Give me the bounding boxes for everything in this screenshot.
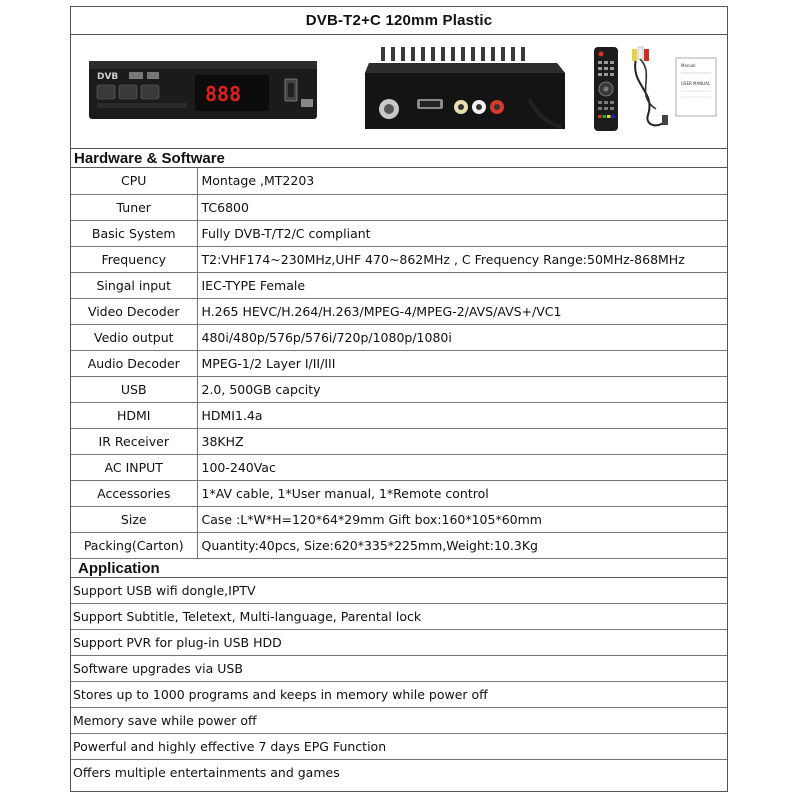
spec-label: Size (71, 506, 197, 532)
spec-value: H.265 HEVC/H.264/H.263/MPEG-4/MPEG-2/AVS/AVS+/VC1 (197, 298, 727, 324)
spec-row (71, 480, 727, 506)
spec-row (71, 506, 727, 532)
spec-label: IR Receiver (71, 428, 197, 454)
application-list (71, 578, 727, 786)
spec-value: 100-240Vac (197, 454, 727, 480)
spec-label: Basic System (71, 220, 197, 246)
spec-label: Video Decoder (71, 298, 197, 324)
spec-label: USB (71, 376, 197, 402)
spec-value: 480i/480p/576p/576i/720p/1080p/1080i (197, 324, 727, 350)
application-item: Software upgrades via USB (71, 656, 727, 682)
spec-row (71, 246, 727, 272)
hardware-section-heading: Hardware & Software (71, 149, 727, 168)
sheet-title: DVB-T2+C 120mm Plastic (71, 7, 727, 35)
spec-label: Frequency (71, 246, 197, 272)
spec-value: 1*AV cable, 1*User manual, 1*Remote control (197, 480, 727, 506)
spec-row (71, 324, 727, 350)
product-photos (71, 35, 727, 149)
spec-label: Audio Decoder (71, 350, 197, 376)
spec-row (71, 428, 727, 454)
av-cable-image (626, 45, 676, 135)
front-panel-display: 888 (205, 82, 242, 106)
remote-control-image (591, 45, 621, 133)
spec-label: Vedio output (71, 324, 197, 350)
spec-value: Fully DVB-T/T2/C compliant (197, 220, 727, 246)
spec-row (71, 168, 727, 194)
spec-label: Singal input (71, 272, 197, 298)
application-item: Stores up to 1000 programs and keeps in memory while power off (71, 682, 727, 708)
spec-value: HDMI1.4a (197, 402, 727, 428)
spec-row (71, 532, 727, 558)
spec-value: T2:VHF174~230MHz,UHF 470~862MHz , C Frequency Range:50MHz-868MHz (197, 246, 727, 272)
spec-table (71, 168, 727, 559)
spec-value: IEC-TYPE Female (197, 272, 727, 298)
spec-label: Accessories (71, 480, 197, 506)
spec-row (71, 194, 727, 220)
spec-row (71, 376, 727, 402)
application-item: Powerful and highly effective 7 days EPG Function (71, 734, 727, 760)
spec-row (71, 298, 727, 324)
set-top-box-rear-image (361, 43, 571, 137)
application-item: Support Subtitle, Teletext, Multi-language, Parental lock (71, 604, 727, 630)
spec-row (71, 402, 727, 428)
set-top-box-front-image (87, 59, 319, 123)
manual-cover-title: Manual (681, 63, 696, 68)
spec-label: AC INPUT (71, 454, 197, 480)
application-item: Memory save while power off (71, 708, 727, 734)
spec-row (71, 220, 727, 246)
front-panel-logo: DVB (97, 72, 119, 82)
spec-label: Packing(Carton) (71, 532, 197, 558)
spec-value: 38KHZ (197, 428, 727, 454)
user-manual-image (675, 57, 717, 117)
manual-cover-subtitle: USER MANUAL (681, 81, 711, 86)
spec-value: TC6800 (197, 194, 727, 220)
application-section-heading: Application (71, 559, 727, 578)
spec-label: CPU (71, 168, 197, 194)
application-item: Offers multiple entertainments and games (73, 764, 340, 780)
spec-label: HDMI (71, 402, 197, 428)
spec-value: Case :L*W*H=120*64*29mm Gift box:160*105*60mm (197, 506, 727, 532)
application-item: Support PVR for plug-in USB HDD (71, 630, 727, 656)
spec-sheet (70, 6, 728, 792)
spec-row (71, 454, 727, 480)
spec-value: Montage ,MT2203 (197, 168, 727, 194)
spec-row (71, 272, 727, 298)
spec-label: Tuner (71, 194, 197, 220)
spec-value: 2.0, 500GB capcity (197, 376, 727, 402)
application-item: Support USB wifi dongle,IPTV (71, 578, 727, 604)
spec-value: Quantity:40pcs, Size:620*335*225mm,Weight:10.3Kg (197, 532, 727, 558)
spec-row (71, 350, 727, 376)
spec-value: MPEG-1/2 Layer I/II/III (197, 350, 727, 376)
